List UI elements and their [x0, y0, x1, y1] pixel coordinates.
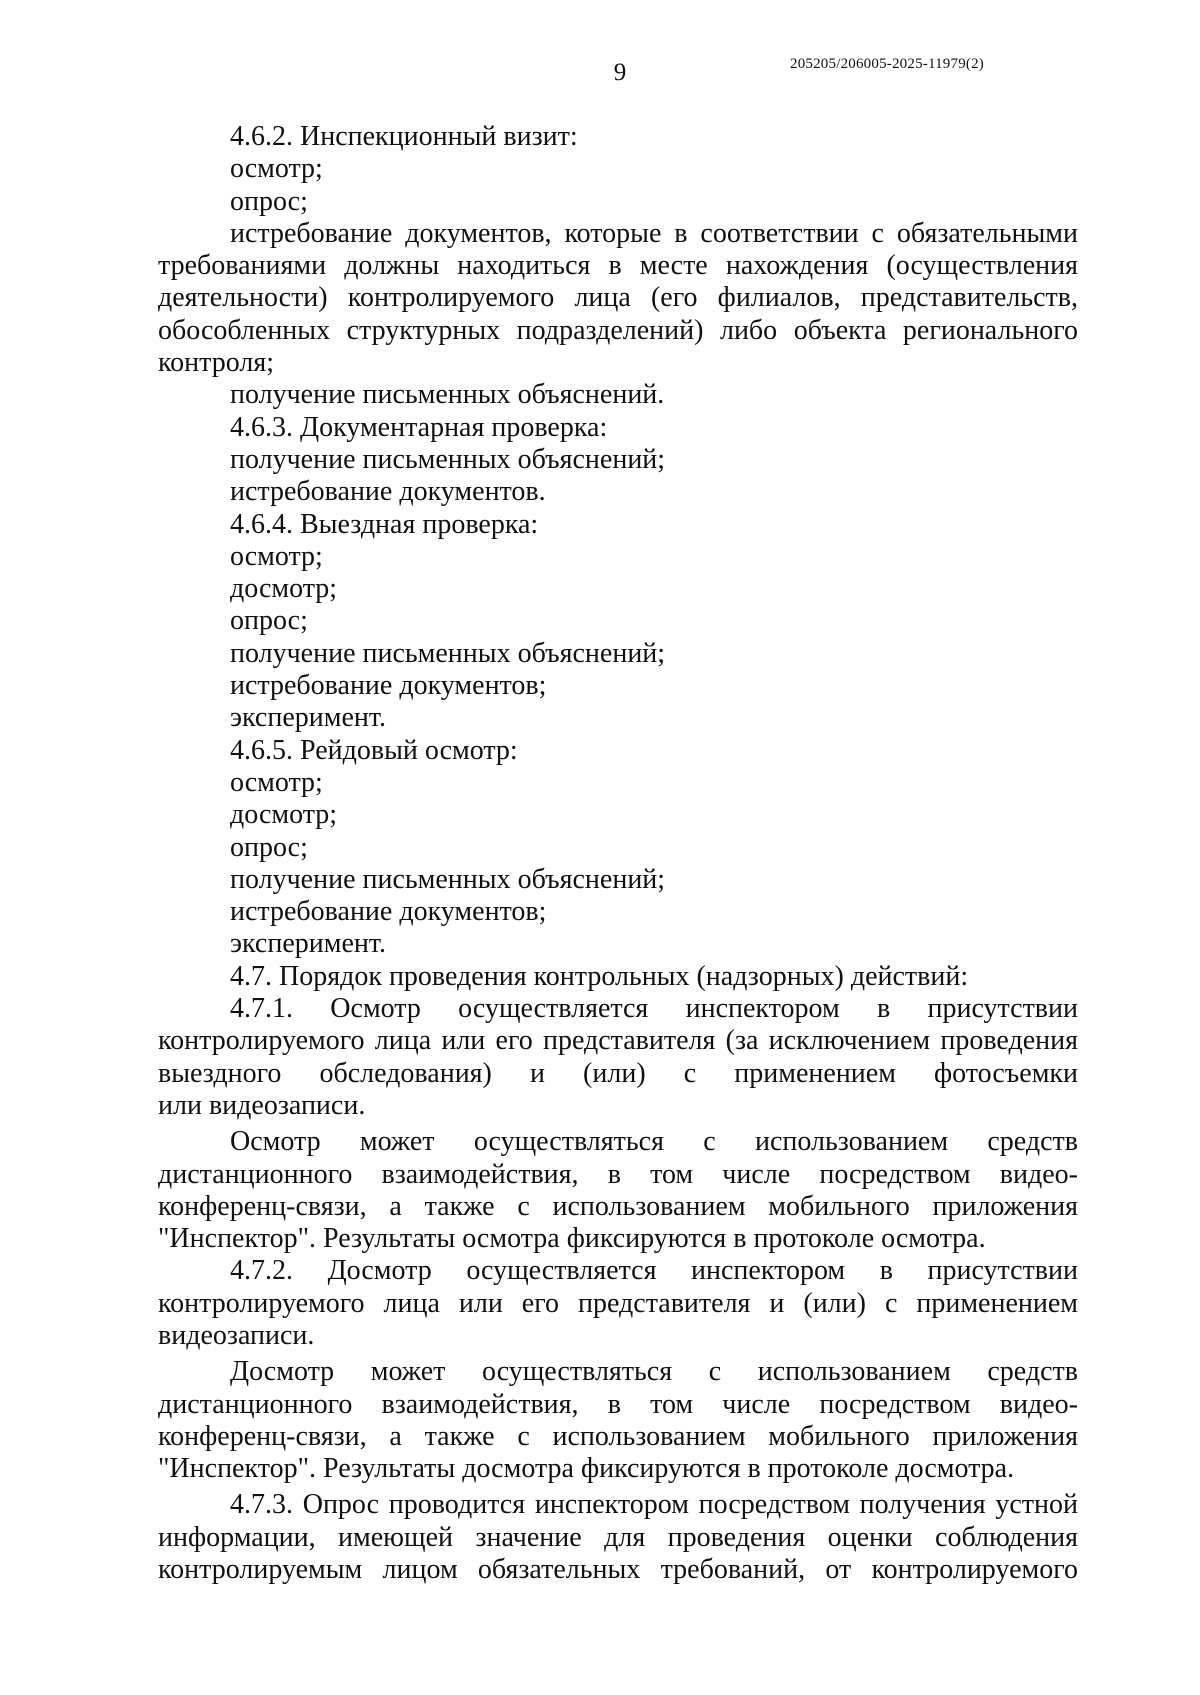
list-item: истребование документов.	[230, 476, 546, 508]
text-line: контролируемым лицом обязательных требований, от контролируемого	[158, 1554, 1078, 1586]
section-heading: 4.6.4. Выездная проверка:	[230, 508, 539, 540]
text-line: требованиями должны находиться в месте нахождения (осуществления	[158, 250, 1078, 282]
list-item: получение письменных объяснений;	[230, 863, 666, 895]
list-item: осмотр;	[230, 766, 323, 798]
section-heading: 4.7. Порядок проведения контрольных (надзорных) действий:	[230, 960, 969, 992]
text-line: контроля;	[158, 347, 275, 379]
list-item: истребование документов;	[230, 896, 547, 928]
text-line: информации, имеющей значение для проведения оценки соблюдения	[158, 1521, 1078, 1553]
list-item: истребование документов;	[230, 670, 547, 702]
text-line: дистанционного взаимодействия, в том числе посредством видео-	[158, 1388, 1078, 1420]
list-item: получение письменных объяснений;	[230, 443, 666, 475]
text-line: "Инспектор". Результаты осмотра фиксируются в протоколе осмотра.	[158, 1223, 986, 1255]
list-item: осмотр;	[230, 540, 323, 572]
text-line: контролируемого лица или его представителя (за исключением проведения	[158, 1025, 1078, 1057]
text-line: конференц-связи, а также с использованием мобильного приложения	[158, 1190, 1078, 1222]
list-item: досмотр;	[230, 573, 338, 605]
text-line: 4.7.2. Досмотр осуществляется инспектором в присутствии	[230, 1255, 1078, 1287]
text-line: видеозаписи.	[158, 1319, 315, 1351]
text-line: Осмотр может осуществляться с использованием средств	[230, 1126, 1078, 1158]
text-line: "Инспектор". Результаты досмотра фиксируются в протоколе досмотра.	[158, 1453, 1015, 1485]
text-line: конференц-связи, а также с использованием мобильного приложения	[158, 1420, 1078, 1452]
list-item: получение письменных объяснений.	[230, 379, 665, 411]
list-item: досмотр;	[230, 799, 338, 831]
list-item: опрос;	[230, 605, 308, 637]
text-line: контролируемого лица или его представителя и (или) с применением	[158, 1287, 1078, 1319]
text-line: 4.7.1. Осмотр осуществляется инспектором в присутствии	[230, 993, 1078, 1025]
text-line: обособленных структурных подразделений) либо объекта регионального	[158, 314, 1078, 346]
list-item: опрос;	[230, 185, 308, 217]
page-number: 9	[613, 59, 627, 86]
list-item: осмотр;	[230, 153, 323, 185]
list-item: эксперимент.	[230, 928, 387, 960]
text-line: деятельности) контролируемого лица (его филиалов, представительств,	[158, 282, 1078, 314]
text-line: 4.7.3. Опрос проводится инспектором посредством получения устной	[230, 1489, 1078, 1521]
list-item: опрос;	[230, 831, 308, 863]
text-line: истребование документов, которые в соответствии с обязательными	[230, 217, 1078, 249]
section-heading: 4.6.2. Инспекционный визит:	[230, 121, 578, 152]
document-id: 205205/206005-2025-11979(2)	[790, 56, 984, 72]
section-heading: 4.6.5. Рейдовый осмотр:	[230, 734, 518, 766]
document-body	[158, 121, 1078, 1586]
text-line: дистанционного взаимодействия, в том числе посредством видео-	[158, 1158, 1078, 1190]
text-line: или видеозаписи.	[158, 1089, 366, 1121]
list-item: получение письменных объяснений;	[230, 637, 666, 669]
section-heading: 4.6.3. Документарная проверка:	[230, 411, 608, 443]
text-line: Досмотр может осуществляться с использованием средств	[230, 1356, 1078, 1388]
text-line: выездного обследования) и (или) с применением фотосъемки	[158, 1057, 1078, 1089]
list-item: эксперимент.	[230, 702, 387, 734]
